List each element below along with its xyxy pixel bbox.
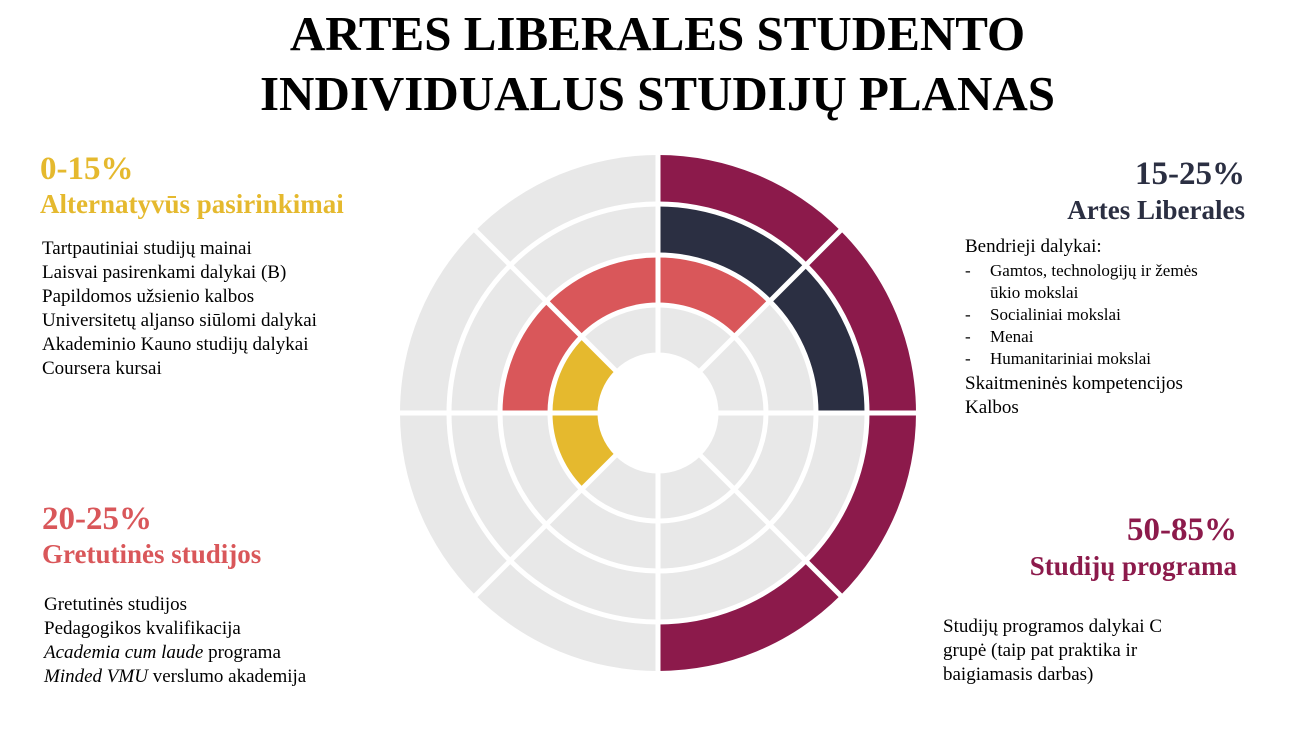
wheel-center: [602, 357, 714, 469]
minor-item-italic: Minded VMU: [44, 666, 148, 687]
program-percent: 50-85%: [1127, 512, 1237, 548]
minor-list: [44, 593, 306, 689]
minor-item: [44, 617, 306, 641]
artes-subitem: [965, 348, 1198, 370]
artes-subitem-line: ūkio mokslai: [990, 283, 1079, 302]
artes-title: Artes Liberales: [1067, 195, 1245, 225]
minor-item-rest: verslumo akademija: [147, 666, 307, 687]
title-line-2: INDIVIDUALUS STUDIJŲ PLANAS: [259, 66, 1056, 121]
minor-item-rest: programa: [203, 642, 281, 663]
minor-item-italic: Academia cum laude: [44, 642, 204, 663]
program-desc: [943, 615, 1162, 687]
alternatives-item: Universitetų aljanso siūlomi dalykai: [42, 310, 317, 331]
artes-subitem-line: Gamtos, technologijų ir žemės: [990, 261, 1198, 280]
dash-bullet: -: [965, 261, 971, 280]
minor-percent: 20-25%: [42, 501, 152, 537]
artes-heading: Bendrieji dalykai:: [965, 236, 1102, 257]
artes-extra-list: [965, 372, 1183, 420]
dash-bullet: -: [965, 349, 971, 368]
artes-extra-item: Kalbos: [965, 397, 1019, 418]
artes-subitem-line: Socialiniai mokslai: [990, 305, 1121, 324]
minor-item: [44, 641, 306, 665]
alternatives-title: Alternatyvūs pasirinkimai: [40, 189, 344, 219]
alternatives-item: Akademinio Kauno studijų dalykai: [42, 334, 309, 355]
artes-subitem-line: Menai: [990, 327, 1034, 346]
study-plan-wheel: [400, 155, 916, 671]
program-desc-line: grupė (taip pat praktika ir: [943, 640, 1138, 661]
artes-extra-item: Skaitmeninės kompetencijos: [965, 373, 1183, 394]
dash-bullet: -: [965, 305, 971, 324]
artes-sublist: [965, 260, 1198, 370]
alternatives-list: [42, 237, 317, 381]
alternatives-item: Coursera kursai: [42, 358, 162, 379]
minor-item-text: Gretutinės studijos: [44, 594, 188, 615]
minor-item-text: Pedagogikos kvalifikacija: [44, 618, 241, 639]
alternatives-item: Tartpautiniai studijų mainai: [42, 238, 252, 259]
minor-title: Gretutinės studijos: [42, 539, 262, 569]
alternatives-item: Papildomos užsienio kalbos: [42, 286, 255, 307]
dash-bullet: -: [965, 327, 971, 346]
artes-subitem: [965, 304, 1198, 326]
minor-item: [44, 665, 306, 689]
program-title: Studijų programa: [1029, 551, 1237, 581]
program-desc-line: baigiamasis darbas): [943, 664, 1094, 685]
program-desc-line: Studijų programos dalykai C: [943, 616, 1163, 637]
minor-item: [44, 593, 306, 617]
artes-subitem: [965, 326, 1198, 348]
artes-subitem: [965, 260, 1198, 304]
title-line-1: ARTES LIBERALES STUDENTO: [289, 6, 1026, 61]
alternatives-item: Laisvai pasirenkami dalykai (B): [42, 262, 287, 283]
page-title: [0, 4, 1315, 124]
artes-subitem-line: Humanitariniai mokslai: [990, 349, 1151, 368]
alternatives-percent: 0-15%: [40, 151, 134, 187]
artes-percent: 15-25%: [1135, 156, 1245, 192]
